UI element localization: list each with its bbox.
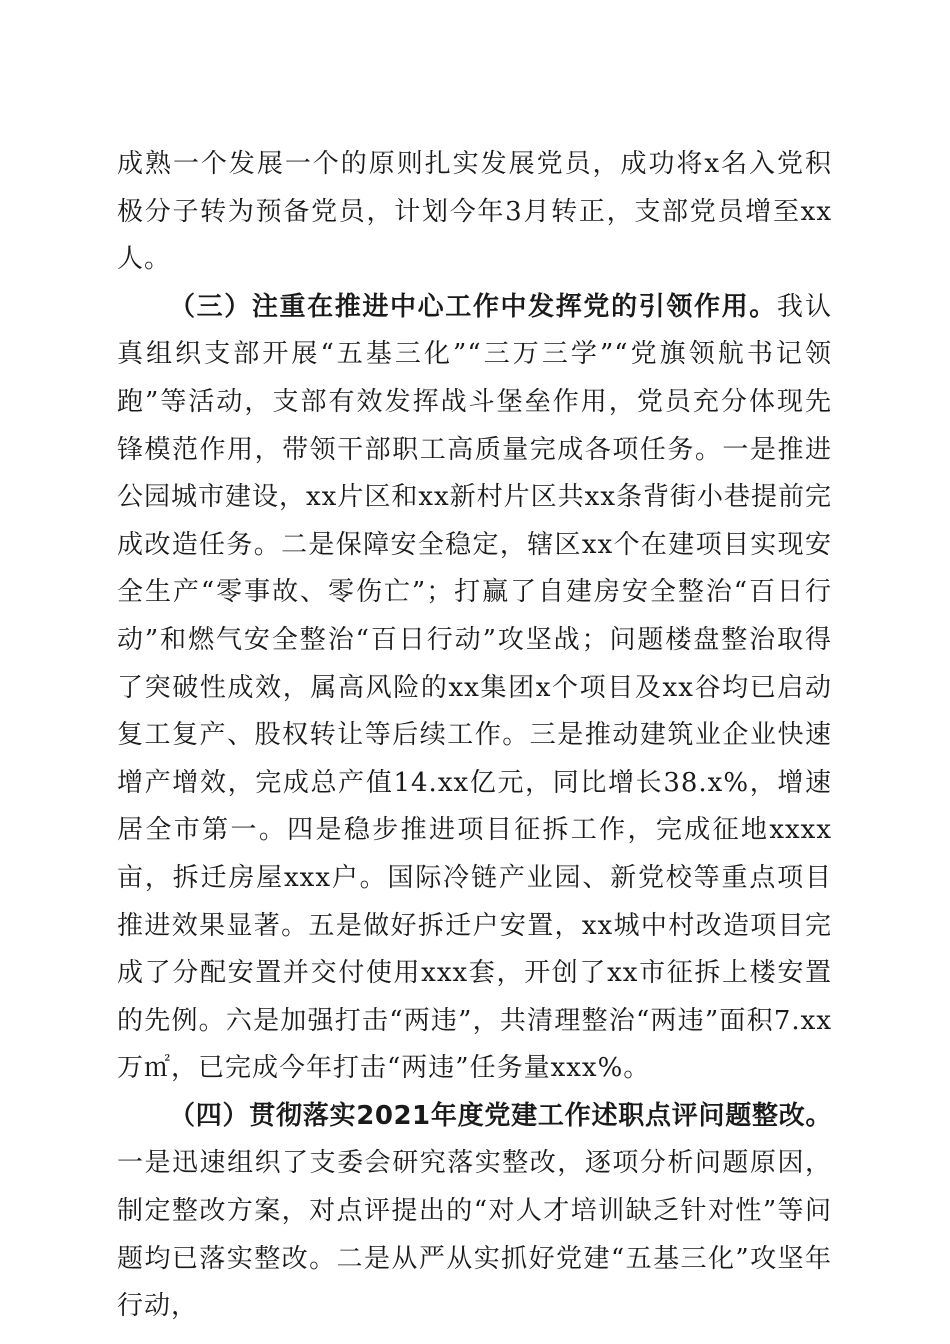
paragraph-continuation [117,141,832,284]
section-three-body: 我认真组织支部开展“五基三化”“三万三学”“党旗领航书记领跑”等活动，支部有效发挥战斗堡垒作用，党员充分体现先锋模范作用，带领干部职工高质量完成各项任务。一是推进公园城市建设，xx片区和xx新村片区共xx条背街小巷提前完成改造任务。二是保障安全稳定，辖区xx个在建项目实现安全生产“零事故、零伤亡”；打赢了自建房安全整治“百日行动”和燃气安全整治“百日行动”攻坚战；问题楼盘整治取得了突破性成效，属高风险的xx集团x个项目及xx谷均已启动复工复产、股权转让等后续工作。三是推动建筑业企业快速增产增效，完成总产值14.xx亿元，同比增长38.x%，增速居全市第一。四是稳步推进项目征拆工作，完成征地xxxx亩，拆迁房屋xxx户。国际冷链产业园、新党校等重点项目推进效果显著。五是做好拆迁户安置，xx城中村改造项目完成了分配安置并交付使用xxx套，开创了xx市征拆上楼安置的先例。六是加强打击“两违”，共清理整治“两违”面积7.xx万㎡，已完成今年打击“两违”任务量xxx%。 [117,291,832,1084]
paragraph-text: 成熟一个发展一个的原则扎实发展党员，成功将x名入党积极分子转为预备党员，计划今年3月转正，支部党员增至xx人。 [117,149,832,275]
section-three-title: （三）注重在推进中心工作中发挥党的引领作用。 [169,291,777,322]
document-body [117,141,832,1331]
section-three-paragraph [117,284,832,1093]
section-four-paragraph [117,1093,832,1331]
section-four-body: 一是迅速组织了支委会研究落实整改，逐项分析问题原因，制定整改方案，对点评提出的“对人才培训缺乏针对性”等问题均已落实整改。二是从严从实抓好党建“五基三化”攻坚年行动， [117,1148,832,1322]
section-four-title: （四）贯彻落实2021年度党建工作述职点评问题整改。 [169,1100,832,1131]
